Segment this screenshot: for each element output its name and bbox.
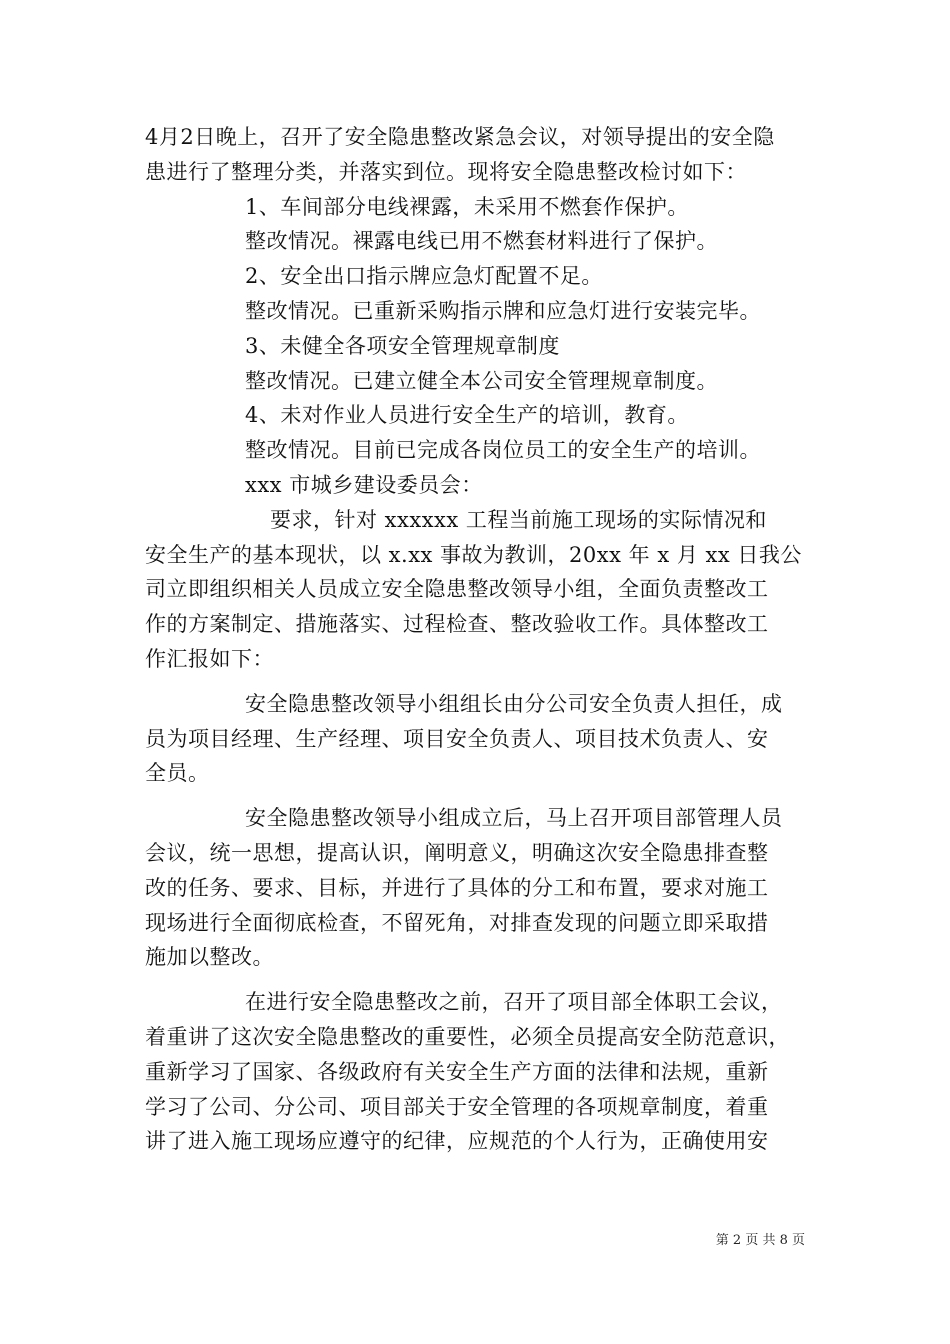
text-line: 整改情况。已建立健全本公司安全管理规章制度。 bbox=[245, 368, 718, 393]
text-line: 安全生产的基本现状，以 x.xx 事故为教训，20xx 年 x 月 xx 日我公 bbox=[145, 542, 802, 567]
text-line: xxx 市城乡建设委员会： bbox=[245, 472, 483, 497]
text-line: 作汇报如下： bbox=[145, 646, 274, 671]
text-line: 司立即组织相关人员成立安全隐患整改领导小组，全面负责整改工 bbox=[145, 577, 769, 602]
text-line: 安全隐患整改领导小组成立后，马上召开项目部管理人员 bbox=[245, 806, 783, 831]
text-line: 会议，统一思想，提高认识，阐明意义，明确这次安全隐患排查整 bbox=[145, 840, 769, 865]
text-line: 整改情况。裸露电线已用不燃套材料进行了保护。 bbox=[245, 229, 718, 254]
text-line: 安全隐患整改领导小组组长由分公司安全负责人担任，成 bbox=[245, 691, 783, 716]
page-number: 第 2 页 共 8 页 bbox=[715, 1233, 805, 1248]
text-line: 作的方案制定、措施落实、过程检查、整改验收工作。具体整改工 bbox=[145, 612, 769, 637]
text-line: 4、未对作业人员进行安全生产的培训，教育。 bbox=[245, 403, 689, 428]
text-line: 着重讲了这次安全隐患整改的重要性，必须全员提高安全防范意识， bbox=[145, 1024, 790, 1049]
text-line: 改的任务、要求、目标，并进行了具体的分工和布置，要求对施工 bbox=[145, 875, 769, 900]
text-line: 重新学习了国家、各级政府有关安全生产方面的法律和法规，重新 bbox=[145, 1059, 769, 1084]
text-line: 患进行了整理分类，并落实到位。现将安全隐患整改检讨如下： bbox=[145, 159, 747, 184]
text-line: 在进行安全隐患整改之前，召开了项目部全体职工会议， bbox=[245, 990, 783, 1015]
text-line: 要求，针对 xxxxxx 工程当前施工现场的实际情况和 bbox=[270, 507, 767, 532]
text-line: 全员。 bbox=[145, 761, 210, 786]
text-line: 现场进行全面彻底检查，不留死角，对排查发现的问题立即采取措 bbox=[145, 910, 769, 935]
text-line: 学习了公司、分公司、项目部关于安全管理的各项规章制度，着重 bbox=[145, 1094, 769, 1119]
text-line: 2、安全出口指示牌应急灯配置不足。 bbox=[245, 264, 603, 289]
document-body bbox=[145, 120, 835, 1159]
text-line: 4月2日晚上，召开了安全隐患整改紧急会议，对领导提出的安全隐 bbox=[145, 125, 775, 149]
text-line: 整改情况。已重新采购指示牌和应急灯进行安装完毕。 bbox=[245, 298, 761, 323]
text-line: 讲了进入施工现场应遵守的纪律，应规范的个人行为，正确使用安 bbox=[145, 1129, 769, 1154]
text-line: 施加以整改。 bbox=[145, 945, 274, 970]
text-line: 1、车间部分电线裸露，未采用不燃套作保护。 bbox=[245, 194, 689, 219]
text-line: 整改情况。目前已完成各岗位员工的安全生产的培训。 bbox=[245, 438, 761, 463]
text-line: 3、未健全各项安全管理规章制度 bbox=[245, 333, 560, 358]
text-line: 员为项目经理、生产经理、项目安全负责人、项目技术负责人、安 bbox=[145, 726, 769, 751]
